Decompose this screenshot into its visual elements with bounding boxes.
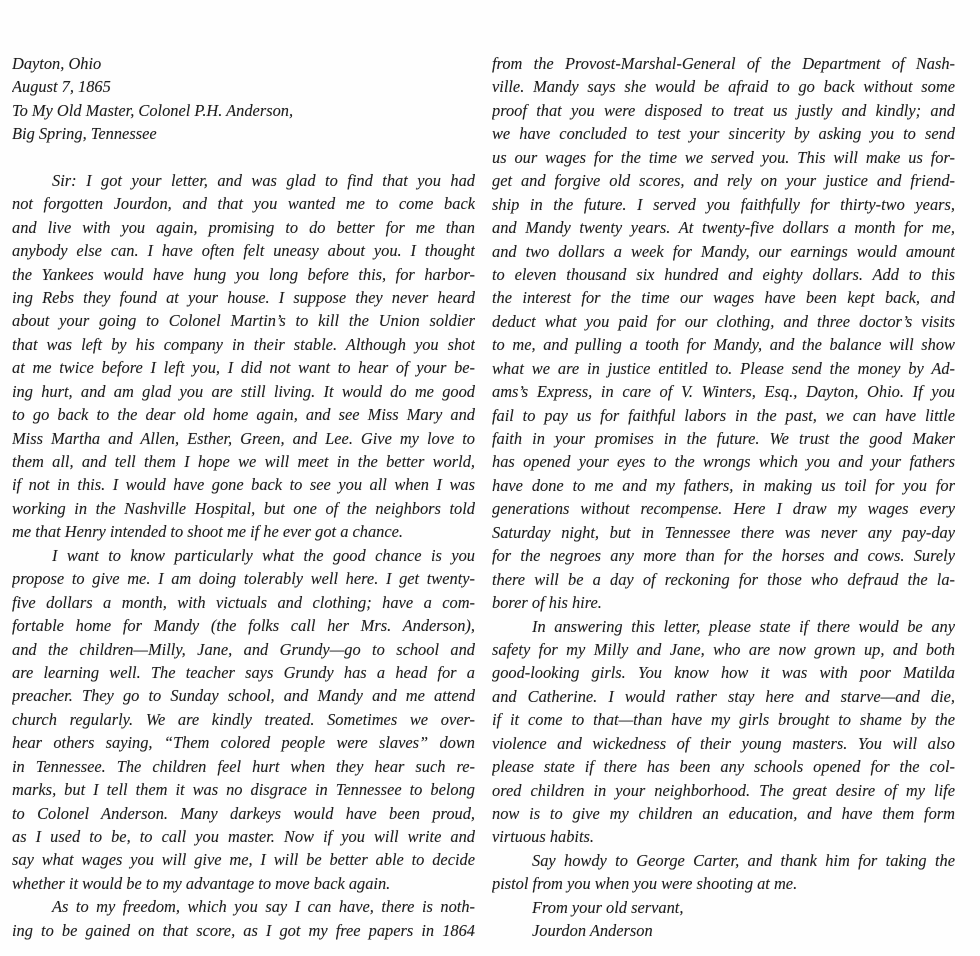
text-line: proof that you were disposed to treat us justly and kindly; and	[492, 100, 955, 120]
text-line: Miss Martha and Allen, Esther, Green, and Lee. Give my love to	[12, 428, 475, 448]
text-line: pistol from you when you were shooting at me.	[492, 874, 798, 894]
text-line: about your going to Colonel Martin’s to kill the Union soldier	[12, 311, 475, 331]
text-line: Big Spring, Tennessee	[12, 124, 157, 144]
text-line: whether it would be to my advantage to move back again.	[12, 873, 391, 893]
text-line: please state if there has been any schools opened for the col-	[492, 757, 955, 777]
text-line: have done to me and my fathers, in making us toil for you for	[492, 475, 955, 495]
text-line: the Yankees would have hung you long before this, for harbor-	[12, 264, 475, 284]
text-line: In answering this letter, please state if there would be any	[532, 616, 955, 636]
text-line: and Mandy twenty years. At twenty-five dollars a month for me,	[492, 218, 955, 238]
text-line: to eleven thousand six hundred and eighty dollars. Add to this	[492, 264, 955, 284]
text-line: fail to pay us for faithful labors in the past, we can have little	[492, 405, 955, 425]
text-line: are learning well. The teacher says Grundy has a head for a	[12, 662, 475, 682]
text-line: to me, and pulling a tooth for Mandy, and the balance will show	[492, 335, 955, 355]
text-line: we have concluded to test your sincerity by asking you to send	[492, 124, 955, 144]
text-line: now is to give my children an education, and have them form	[492, 804, 955, 823]
text-line: not forgotten Jourdon, and that you wanted me to come back	[12, 194, 475, 214]
text-line: has opened your eyes to the wrongs which you and your fathers	[492, 452, 955, 472]
text-line: working in the Nashville Hospital, but one of the neighbors told	[12, 498, 475, 518]
text-line: To My Old Master, Colonel P.H. Anderson,	[12, 100, 294, 120]
text-line: generations without recompense. Here I draw my wages every	[492, 499, 955, 519]
text-line: Sir: I got your letter, and was glad to find that you had	[52, 170, 475, 190]
text-line: in Tennessee. The children feel hurt when they hear such re-	[12, 756, 475, 776]
letter-paragraph	[12, 169, 475, 544]
text-line: us our wages for the time we served you. This will make us for-	[492, 147, 955, 167]
text-line: there will be a day of reckoning for those who defraud the la-	[492, 569, 955, 589]
text-line: me that Henry intended to shoot me if he ever got a chance.	[12, 522, 403, 542]
text-line: to Colonel Anderson. Many darkeys would have been proud,	[12, 803, 475, 823]
text-line: the interest for the time our wages have been kept back, and	[492, 288, 955, 308]
text-line: As to my freedom, which you say I can have, there is noth-	[52, 897, 475, 917]
text-line: August 7, 1865	[12, 77, 111, 97]
text-line: anybody else can. I have often felt uneasy about you. I thought	[12, 241, 475, 261]
letter-paragraph	[12, 895, 475, 942]
text-line: fortable home for Mandy (the folks call her Mrs. Anderson),	[12, 616, 475, 636]
text-line: Dayton, Ohio	[12, 54, 102, 73]
text-line: ored children in your neighborhood. The great desire of my life	[492, 780, 955, 800]
text-line: ship in the future. I served you faithfully for thirty-two years,	[492, 194, 955, 214]
letter-column-left	[12, 52, 475, 943]
text-line: for the negroes any more than for the horses and cows. Surely	[492, 546, 955, 566]
text-line: safety for my Milly and Jane, who are now grown up, and both	[492, 639, 955, 659]
text-line: from the Provost-Marshal-General of the Department of Nash-	[492, 54, 955, 73]
letter-paragraph	[492, 849, 955, 896]
text-line: get and forgive old scores, and rely on your justice and friend-	[492, 171, 955, 191]
text-line: propose to give me. I am doing tolerably well here. I get twenty-	[12, 569, 475, 589]
letter-closing-block	[492, 896, 955, 943]
text-line: ams’s Express, in care of V. Winters, Esq., Dayton, Ohio. If you	[492, 382, 955, 402]
text-line: ing Rebs they found at your house. I suppose they never heard	[12, 287, 475, 307]
text-line: to go back to the dear old home again, and see Miss Mary and	[12, 405, 475, 425]
text-line: good-looking girls. You know how it was with poor Matilda	[492, 663, 955, 683]
text-line: From your old servant,	[532, 897, 684, 917]
text-line: and two dollars a week for Mandy, our earnings would amount	[492, 241, 955, 261]
text-line: church regularly. We are kindly treated. Sometimes we over-	[12, 709, 475, 729]
text-line: and the children—Milly, Jane, and Grundy—go to school and	[12, 639, 475, 659]
text-line: and live with you again, promising to do better for me than	[12, 217, 475, 237]
text-line: Jourdon Anderson	[532, 921, 653, 941]
text-line: that was left by his company in their stable. Although you shot	[12, 334, 475, 354]
text-line: ing hurt, and am glad you are still living. It would do me good	[12, 381, 475, 401]
text-line: at me twice before I left you, I did not want to hear of your be-	[12, 358, 475, 378]
text-line: Saturday night, but in Tennessee there was never any pay-day	[492, 522, 955, 542]
text-line: what we are in justice entitled to. Please send the money by Ad-	[492, 358, 955, 378]
text-line: deduct what you paid for our clothing, and three doctor’s visits	[492, 311, 955, 331]
text-line: marks, but I tell them it was no disgrace in Tennessee to belong	[12, 780, 475, 800]
text-line: borer of his hire.	[492, 593, 602, 613]
letter-paragraph	[12, 544, 475, 896]
text-line: hear others saying, “Them colored people were slaves” down	[12, 733, 475, 753]
text-line: Say howdy to George Carter, and thank him for taking the	[532, 850, 955, 870]
text-line: them all, and tell them I hope we will meet in the better world,	[12, 452, 475, 471]
text-line: as I used to be, to call you master. Now if you will write and	[12, 827, 475, 846]
text-line: preacher. They go to Sunday school, and Mandy and me attend	[12, 686, 475, 706]
text-line: virtuous habits.	[492, 827, 594, 847]
letter-paragraph	[492, 52, 955, 615]
text-line: faith in your promises in the future. We trust the good Maker	[492, 429, 955, 448]
text-line: say what wages you will give me, I will be better able to decide	[12, 850, 475, 870]
text-line: if not in this. I would have gone back to see you all when I was	[12, 475, 475, 495]
text-line: violence and wickedness of their young masters. You will also	[492, 733, 955, 753]
letter-address-block	[12, 52, 475, 146]
text-line: ville. Mandy says she would be afraid to go back without some	[492, 77, 955, 97]
text-line: five dollars a month, with victuals and clothing; have a com-	[12, 592, 475, 612]
text-line: and Catherine. I would rather stay here and starve—and die,	[492, 686, 955, 706]
text-line: ing to be gained on that score, as I got my free papers in 1864	[12, 920, 475, 940]
text-line: I want to know particularly what the good chance is you	[52, 545, 475, 565]
text-line: if it come to that—than have my girls brought to shame by the	[492, 710, 955, 730]
letter-column-right	[492, 52, 955, 943]
letter-paragraph	[492, 615, 955, 849]
